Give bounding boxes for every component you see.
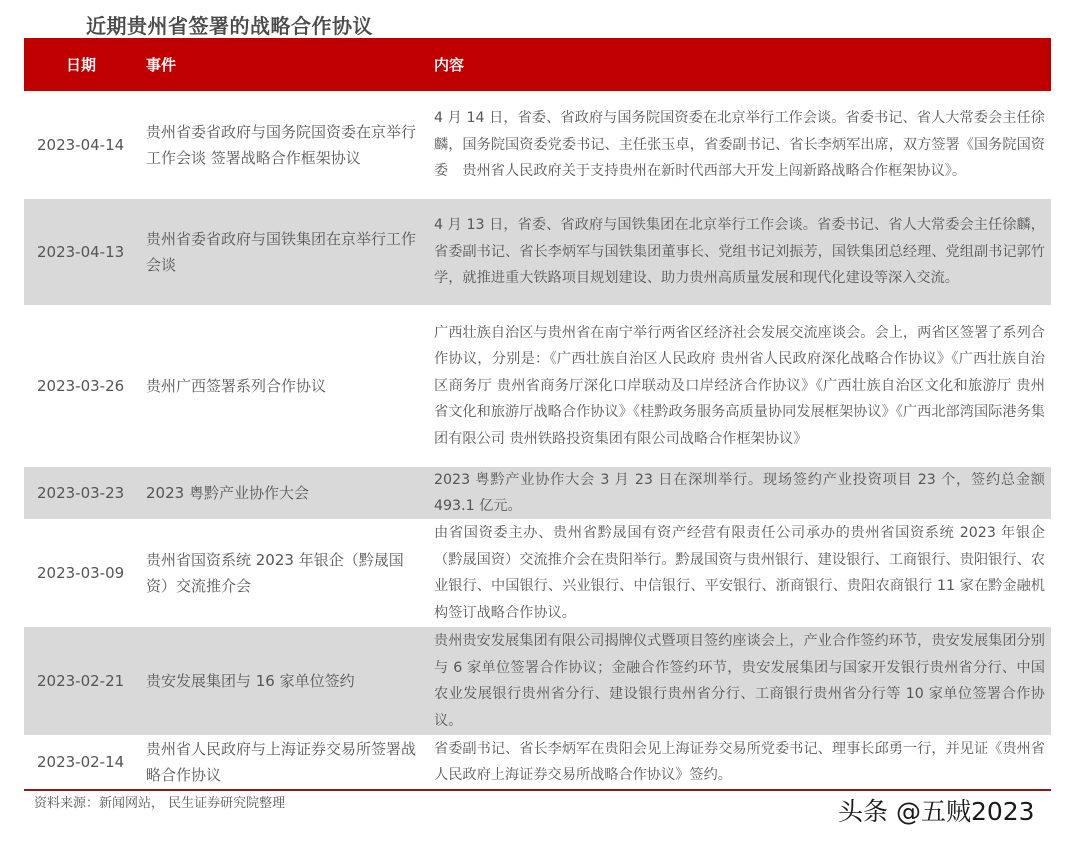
row-content: 广西壮族自治区与贵州省在南宁举行两省区经济社会发展交流座谈会。会上，两省区签署了系列合作协议，分别是：《广西壮族自治区人民政府 贵州省人民政府深化战略合作协议》《广西壮族自治区商务厅 贵州省商务厅深化口岸联动及口岸经济合作协议》《广西壮族自治区文化和旅游厅 贵州省文化和旅游厅战略合作协议》《桂黔政务服务高质量协同发展框架协议》《广西北部湾国际港务集团有限公司 贵州铁路投资集团有限公司战略合作框架协议》 — [434, 324, 1045, 447]
watermark: 头条 @五贼2023 — [838, 797, 1035, 826]
row-content: 4 月 13 日，省委、省政府与国铁集团在北京举行工作会谈。省委书记、省人大常委会主任徐麟，省委副书记、省长李炳军与国铁集团董事长、党组书记刘振芳，国铁集团总经理、党组副书记郭竹学，就推进重大铁路项目规划建设、助力贵州高质量发展和现代化建设等深入交流。 — [434, 217, 1045, 287]
table-header — [24, 38, 1051, 91]
table-row — [24, 305, 1051, 467]
header-content: 内容 — [434, 56, 465, 74]
table-row — [24, 519, 1051, 627]
agreements-table — [24, 38, 1051, 791]
table-row — [24, 91, 1051, 199]
row-event: 贵安发展集团与 16 家单位签约 — [146, 672, 355, 690]
header-date: 日期 — [66, 56, 97, 74]
row-date: 2023-02-14 — [37, 753, 125, 771]
table-row — [24, 467, 1051, 519]
table-row — [24, 199, 1051, 305]
row-event: 贵州广西签署系列合作协议 — [146, 377, 327, 395]
table-title: 近期贵州省签署的战略合作协议 — [86, 14, 373, 38]
row-event: 贵州省委省政府与国务院国资委在京举行工作会谈 签署战略合作框架协议 — [146, 123, 417, 167]
table-row — [24, 735, 1051, 789]
row-content: 由省国资委主办、贵州省黔晟国有资产经营有限责任公司承办的贵州省国资系统 2023 年银企（黔晟国资）交流推介会在贵阳举行。黔晟国资与贵州银行、建设银行、工商银行、贵阳银行、农业银行、中国银行、兴业银行、中信银行、平安银行、浙商银行、贵阳农商银行 11 家在黔金融机构签订战略合作协议。 — [434, 525, 1045, 621]
row-event: 贵州省国资系统 2023 年银企（黔晟国资）交流推介会 — [146, 551, 404, 595]
table-row — [24, 627, 1051, 735]
row-date: 2023-03-23 — [37, 484, 125, 502]
source-note: 资料来源：新闻网站， 民生证券研究院整理 — [34, 796, 286, 811]
row-event: 2023 粤黔产业协作大会 — [146, 484, 309, 502]
row-content: 省委副书记、省长李炳军在贵阳会见上海证券交易所党委书记、理事长邱勇一行，并见证《贵州省人民政府上海证券交易所战略合作协议》签约。 — [434, 740, 1045, 783]
row-date: 2023-03-09 — [37, 564, 125, 582]
row-date: 2023-03-26 — [37, 377, 125, 395]
header-event: 事件 — [146, 56, 177, 74]
row-content: 4 月 14 日，省委、省政府与国务院国资委在北京举行工作会谈。省委书记、省人大常委会主任徐麟，国务院国资委党委书记、主任张玉卓，省委副书记、省长李炳军出席，双方签署《国务院国资委 贵州省人民政府关于支持贵州在新时代西部大开发上闯新路战略合作框架协议》。 — [434, 110, 1045, 180]
row-date: 2023-04-13 — [37, 243, 125, 261]
row-content: 2023 粤黔产业协作大会 3 月 23 日在深圳举行。现场签约产业投资项目 23 个，签约总金额 493.1 亿元。 — [434, 471, 1045, 514]
row-content: 贵州贵安发展集团有限公司揭牌仪式暨项目签约座谈会上，产业合作签约环节，贵安发展集团分别与 6 家单位签署合作协议；金融合作签约环节，贵安发展集团与国家开发银行贵州省分行、中国农业发展银行贵州省分行、建设银行贵州省分行、工商银行贵州省分行等 10 家单位签署合作协议。 — [434, 633, 1045, 729]
row-event: 贵州省委省政府与国铁集团在京举行工作会谈 — [146, 230, 417, 274]
table-bottom-rule — [24, 789, 1051, 791]
row-event: 贵州省人民政府与上海证券交易所签署战略合作协议 — [146, 740, 417, 784]
row-date: 2023-04-14 — [37, 136, 125, 154]
row-date: 2023-02-21 — [37, 672, 125, 690]
